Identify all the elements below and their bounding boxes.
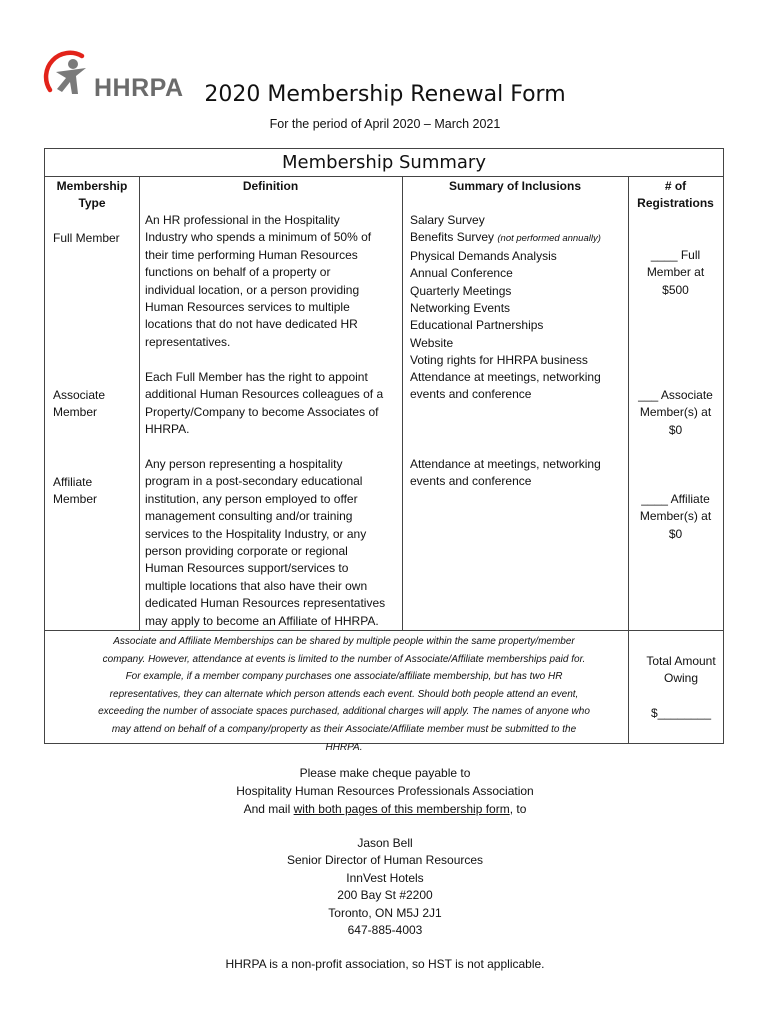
address-phone: 647-885-4003 (347, 923, 423, 937)
header-membership-type: Membership Type (56, 179, 128, 211)
registrations-affiliate-member[interactable]: ____ Affiliate Member(s) at $0 (639, 492, 712, 541)
definition-affiliate-member: Any person representing a hospitality program in a post-secondary educational institution, any person employed to offer management consulting and/or training services to the Hospitality Industry, or any person providing corporate or regional Human Resources support/services to multiple locations that also have their own dedicated Human Resources representatives may apply to become an Affiliate of HHRPA. (145, 457, 386, 628)
inclusions-full-member: Salary Survey Benefits Survey (not performed annually) Physical Demands Analysis Annual Conference Quarterly Meetings Networking Events Educational Partnerships Website Voting rights for HHRPA business (410, 213, 601, 368)
page-title: 2020 Membership Renewal Form (204, 82, 566, 107)
header-definition: Definition (242, 179, 299, 193)
address-city: Toronto, ON M5J 2J1 (328, 906, 442, 920)
mail-instruction: And mail with both pages of this membership form, to (243, 802, 527, 816)
inclusions-associate-member: Attendance at meetings, networking events and conference (410, 370, 601, 402)
address-street: 200 Bay St #2200 (337, 888, 433, 902)
type-full-member: Full Member (53, 231, 120, 245)
payee-name: Hospitality Human Resources Professionals Association (236, 784, 534, 798)
registrations-associate-member[interactable]: ___ Associate Member(s) at $0 (638, 388, 713, 437)
definition-full-member: An HR professional in the Hospitality Industry who spends a minimum of 50% of their time performing Human Resources functions on behalf of a property or individual location, or a person providing Human Resources services to multiple locations that do not have dedicated HR representatives. (145, 213, 372, 349)
registrations-full-member[interactable]: ____ Full Member at $500 (646, 248, 705, 297)
total-amount-owing: Total Amount Owing $________ (639, 653, 723, 722)
shared-membership-note: Associate and Affiliate Memberships can be shared by multiple people within the same property/member company. However, attendance at events is limited to the number of Associate/Affiliate memberships paid for. For example, if a member company purchases one associate/affiliate membership, but has two HR representatives, they can alternate which person attends each event. Should both people attend an event, exceeding the number of associate spaces purchased, additional charges will apply. The names of anyone who may attend on behalf of a company/property as their Associate/Affiliate member must be submitted to the HHRPA. (98, 636, 590, 753)
address-company: InnVest Hotels (346, 871, 424, 885)
inclusions-affiliate-member: Attendance at meetings, networking events and conference (410, 457, 601, 489)
type-associate-member: Associate Member (53, 388, 106, 420)
membership-summary-table (44, 148, 724, 753)
contact-title: Senior Director of Human Resources (286, 853, 484, 867)
total-amount-field[interactable]: $________ (650, 705, 712, 720)
summary-title: Membership Summary (282, 152, 486, 173)
header-inclusions: Summary of Inclusions (448, 179, 582, 193)
period-subtitle: For the period of April 2020 – March 2021 (269, 117, 501, 131)
contact-name: Jason Bell (357, 836, 413, 850)
type-affiliate-member: Affiliate Member (53, 475, 98, 507)
hst-note: HHRPA is a non-profit association, so HST is not applicable. (225, 957, 545, 971)
cheque-instruction: Please make cheque payable to (299, 766, 471, 780)
header-registrations: # of Registrations (637, 179, 714, 211)
logo-text: HHRPA (94, 74, 184, 102)
definition-associate-member: Each Full Member has the right to appoint additional Human Resources colleagues of a Property/Company to become Associates of HHRPA. (145, 370, 384, 437)
